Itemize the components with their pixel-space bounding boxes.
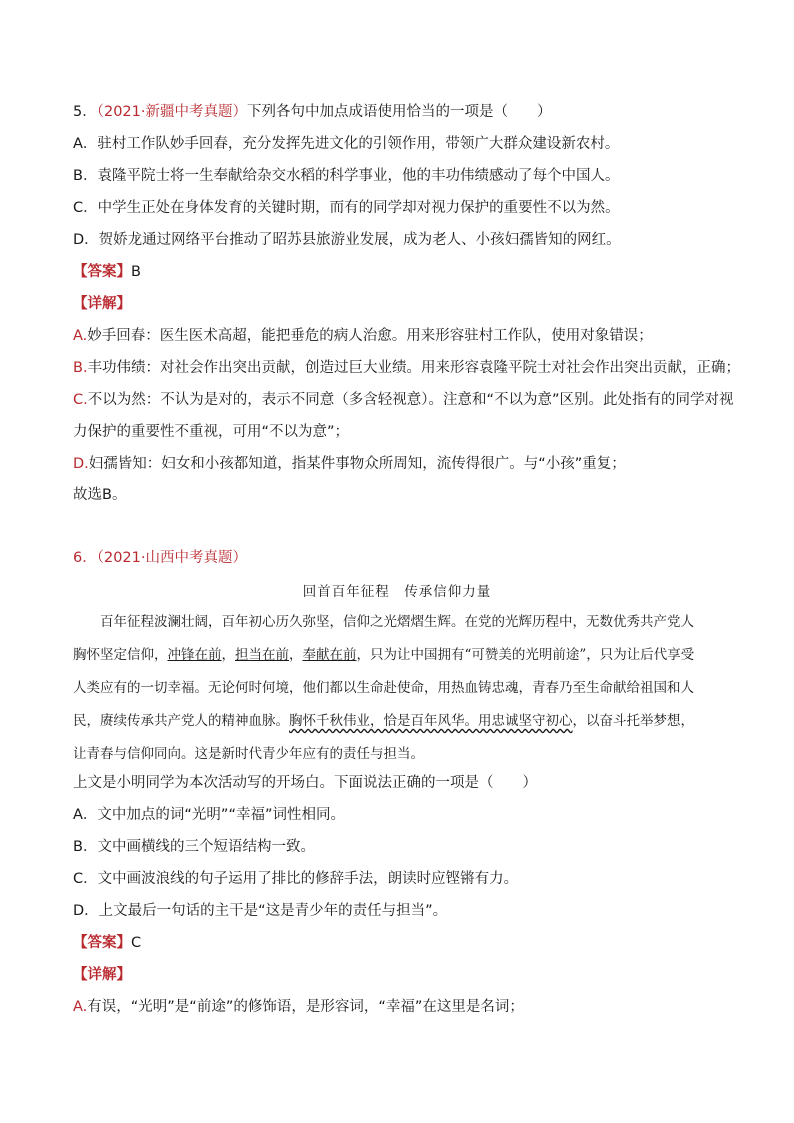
underlined-phrase-2: 担当在前 [235, 647, 289, 663]
passage-line-2: 胸怀坚定信仰，冲锋在前，担当在前，奉献在前，只为让中国拥有“可赞美的光明前途”，只为让后代享受 [73, 647, 695, 663]
q5-conclusion: 故选B。 [73, 487, 127, 503]
q6-number: 6． [73, 550, 97, 566]
q6-header [73, 548, 247, 568]
q5-explanation-c-cont: 力保护的重要性不重视，可用“不以为意”； [73, 424, 350, 440]
q5-source: （2021·新疆中考真题） [96, 104, 247, 120]
q5-option-a: A．驻村工作队妙手回春，充分发挥先进文化的引领作用，带领广大群众建设新农村。 [73, 136, 620, 152]
underlined-phrase-3: 奉献在前 [302, 647, 357, 663]
q6-option-d: D．上文最后一句话的主干是“这是青少年的责任与担当”。 [73, 903, 448, 919]
q6-answer [73, 933, 141, 953]
wavy-sentence: 胸怀千秋伟业，恰是百年风华。用忠诚坚守初心 [289, 713, 573, 729]
q6-option-c: C．文中画波浪线的句子运用了排比的修辞手法，朗读时应铿锵有力。 [73, 871, 519, 887]
q5-stem [73, 102, 552, 122]
q6-source: （2021·山西中考真题） [96, 550, 247, 566]
q5-answer-label: 【答案】 [73, 264, 131, 280]
passage-line-1: 百年征程波澜壮阔，百年初心历久弥坚，信仰之光熠熠生辉。在党的光辉历程中，无数优秀共产党人 [100, 614, 694, 630]
q5-explanation-b: B.丰功伟绩：对社会作出突出贡献，创造过巨大业绩。用来形容袁隆平院士对社会作出突出贡献，正确； [73, 360, 741, 376]
q5-stem-text: 下列各句中加点成语使用恰当的一项是（ ） [247, 104, 552, 120]
q5-explanation-d: D.妇孺皆知：妇女和小孩都知道，指某件事物众所周知，流传得很广。与“小孩”重复； [73, 456, 626, 472]
q6-option-a: A．文中加点的词“光明”“幸福”词性相同。 [73, 807, 345, 823]
q5-answer-value: B [131, 264, 141, 280]
q6-answer-label: 【答案】 [73, 935, 131, 951]
q6-explanation-a: A.有误，“光明”是“前途”的修饰语，是形容词，“幸福”在这里是名词； [73, 999, 524, 1015]
q6-answer-value: C [131, 935, 142, 951]
q6-stem: 上文是小明同学为本次活动写的开场白。下面说法正确的一项是（ ） [73, 775, 537, 791]
q5-explanation-c: C.不以为然：不认为是对的，表示不同意（多含轻视意）。注意和“不以为意”区别。此处指有的同学对视 [73, 392, 734, 408]
q5-number: 5． [73, 104, 97, 120]
q5-explanation-a: A.妙手回春：医生医术高超，能把垂危的病人治愈。用来形容驻村工作队，使用对象错误； [73, 328, 653, 344]
q5-detail-label: 【详解】 [73, 296, 131, 312]
passage-line-4: 民，赓续传承共产党人的精神血脉。胸怀千秋伟业，恰是百年风华。用忠诚坚守初心，以奋斗托举梦想， [73, 713, 694, 729]
passage-line-5: 让青春与信仰同向。这是新时代青少年应有的责任与担当。 [73, 746, 424, 762]
underlined-phrase-1: 冲锋在前 [167, 647, 222, 663]
q5-answer [73, 262, 141, 282]
q6-option-b: B．文中画横线的三个短语结构一致。 [73, 839, 315, 855]
q5-option-d: D．贺娇龙通过网络平台推动了昭苏县旅游业发展，成为老人、小孩妇孺皆知的网红。 [73, 232, 621, 248]
passage-line-3: 人类应有的一切幸福。无论何时何境，他们都以生命赴使命，用热血铸忠魂，青春乃至生命献给祖国和人 [73, 680, 694, 696]
q5-option-b: B．袁隆平院士将一生奉献给杂交水稻的科学事业，他的丰功伟绩感动了每个中国人。 [73, 168, 620, 184]
q5-option-c: C．中学生正处在身体发育的关键时期，而有的同学却对视力保护的重要性不以为然。 [73, 200, 620, 216]
q6-detail-label: 【详解】 [73, 967, 131, 983]
passage-title: 回首百年征程 传承信仰力量 [302, 584, 492, 600]
